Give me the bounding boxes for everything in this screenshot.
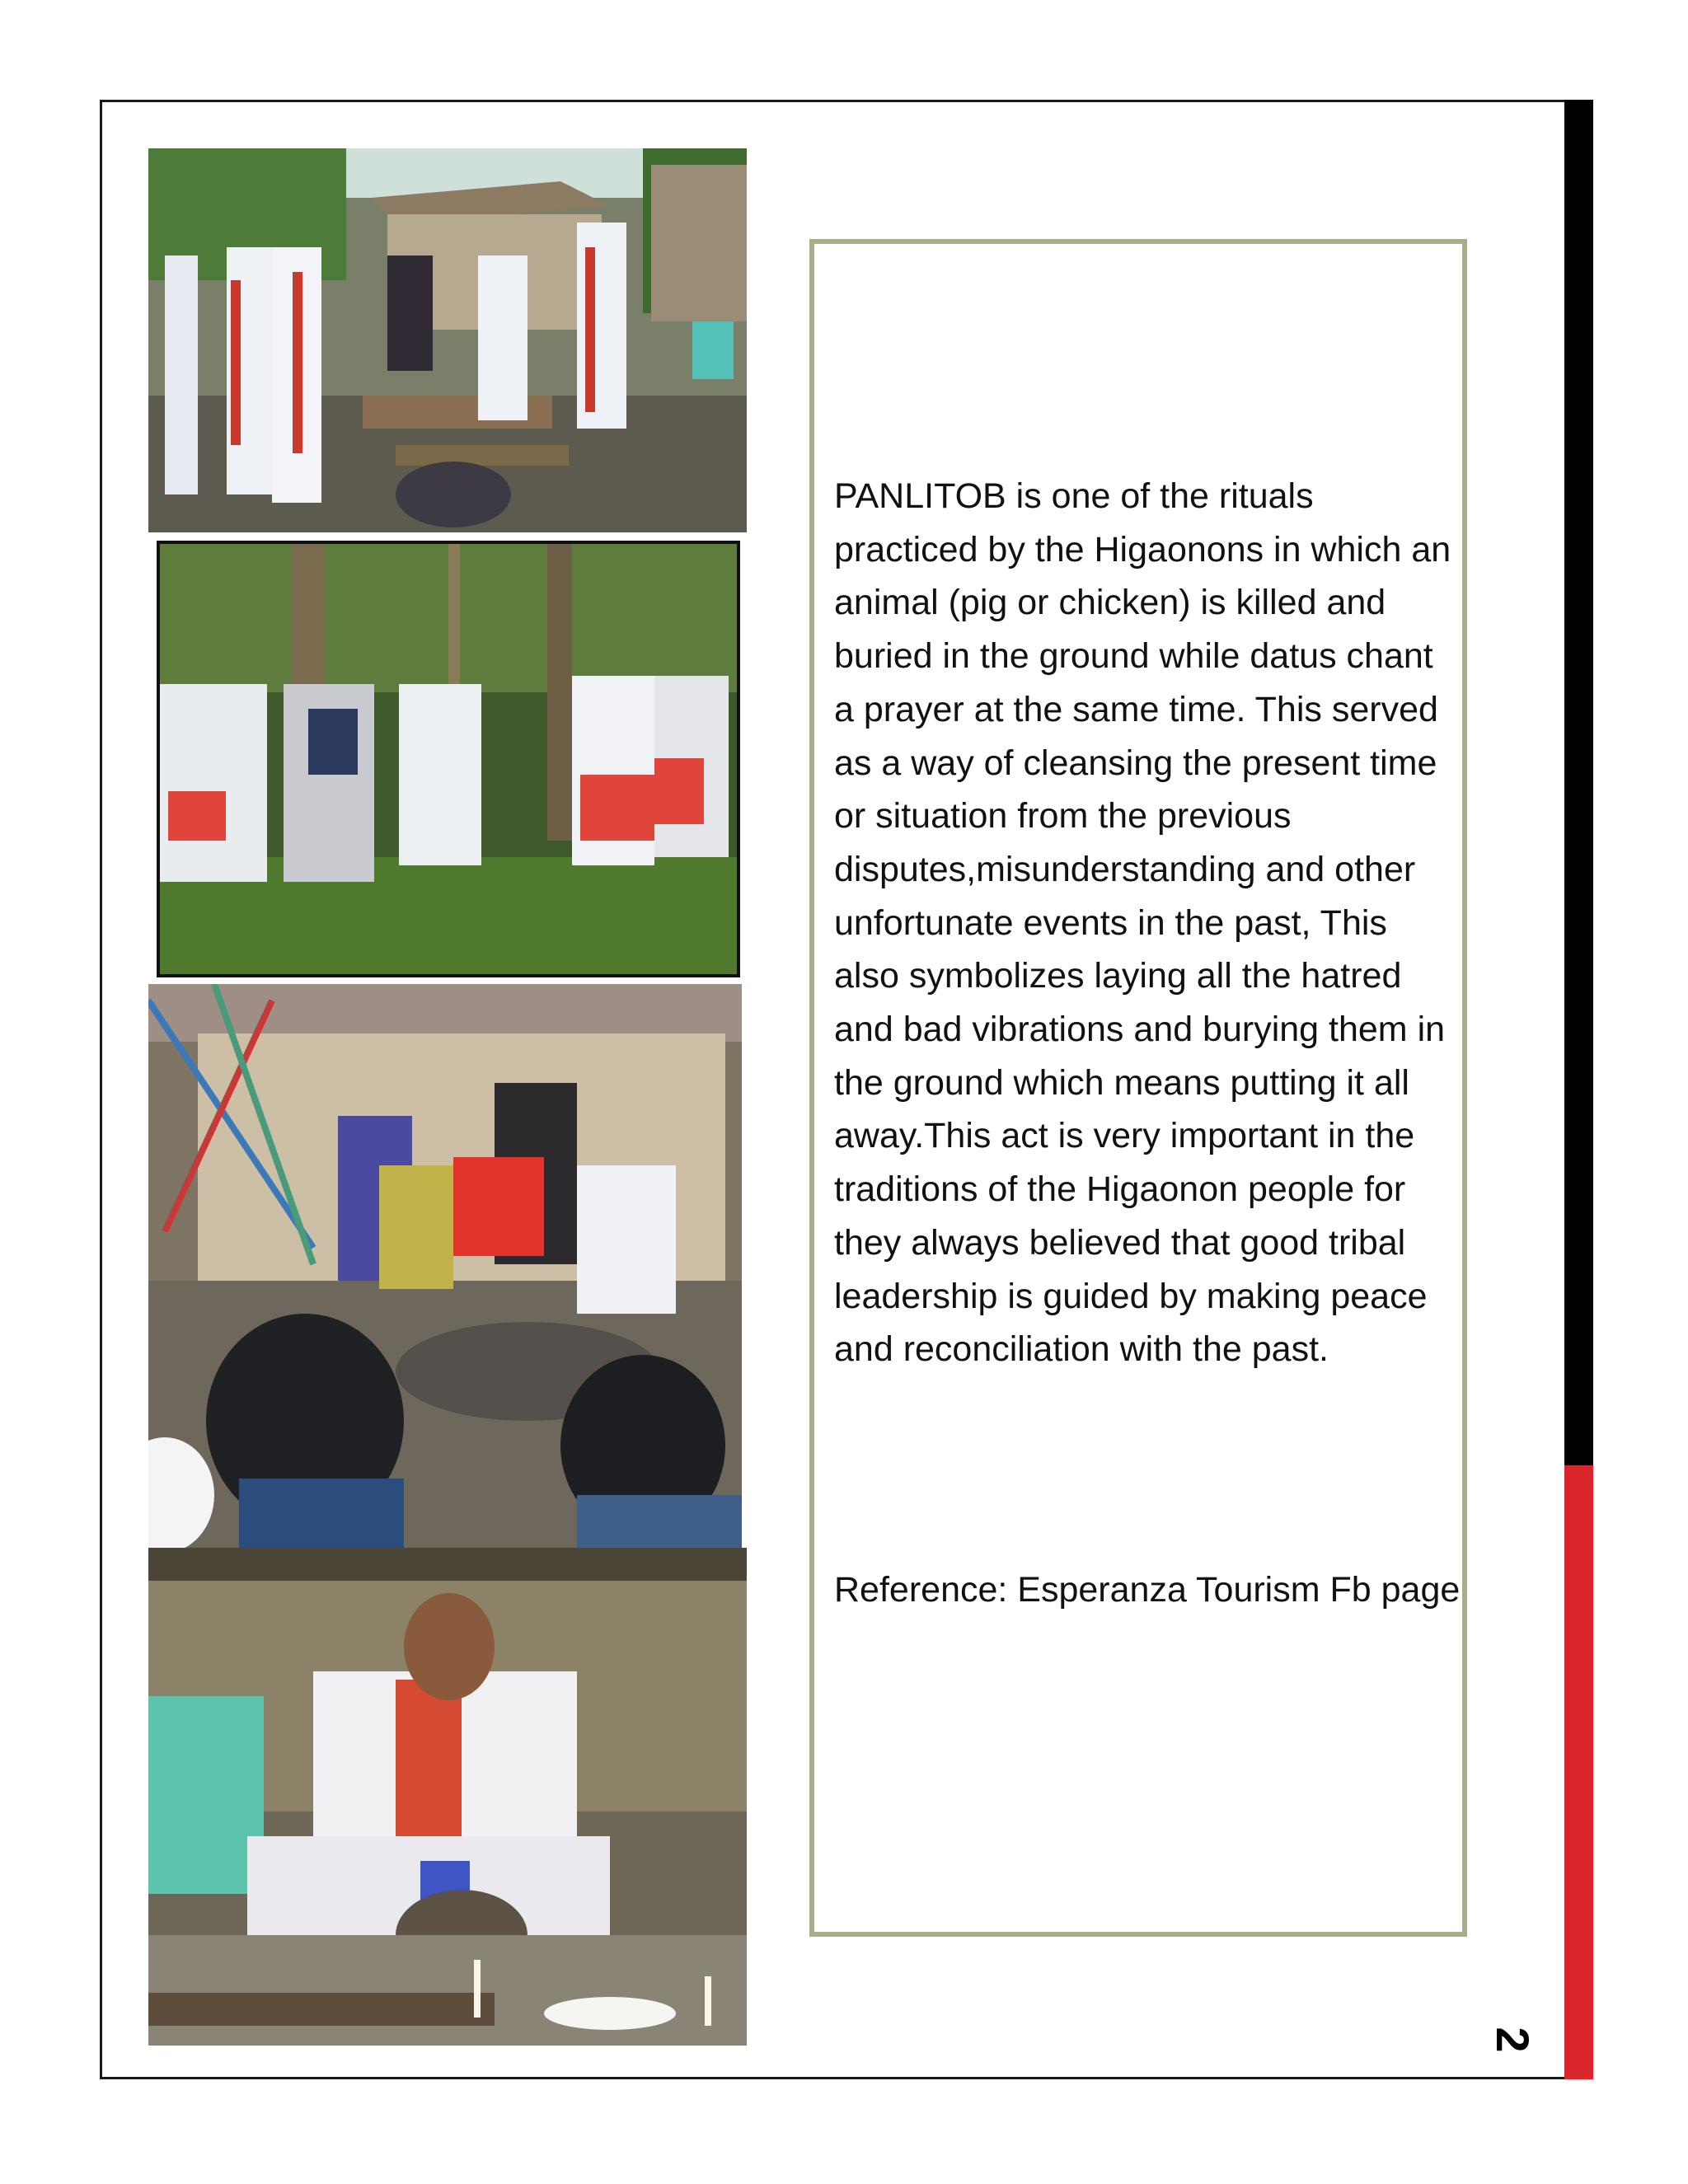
page-number: 2 xyxy=(1487,2027,1539,2053)
ritual-photo-4 xyxy=(148,1548,747,2046)
side-bar-black xyxy=(1564,100,1593,1465)
ritual-photo-2 xyxy=(157,541,740,977)
side-bar-red xyxy=(1564,1465,1593,2079)
article-reference: Reference: Esperanza Tourism Fb page xyxy=(834,1570,1461,1610)
ritual-photo-1 xyxy=(148,148,747,532)
ritual-photo-3 xyxy=(148,984,742,1548)
article-body: PANLITOB is one of the rituals practiced by the Higaonons in which an animal (pig or chicken) is killed and buried in the ground while datus chant a prayer at the same time. This served as a way of cleansing the present time or situation from the previous disputes,misunderstanding and other unfortunate events in the past, This also symbolizes laying all the hatred and bad vibrations and burying them in the ground which means putting it all away.This act is very important in the traditions of the Higaonon people for they always believed that good tribal leadership is guided by making peace and reconciliation with the past. xyxy=(834,476,1451,1370)
